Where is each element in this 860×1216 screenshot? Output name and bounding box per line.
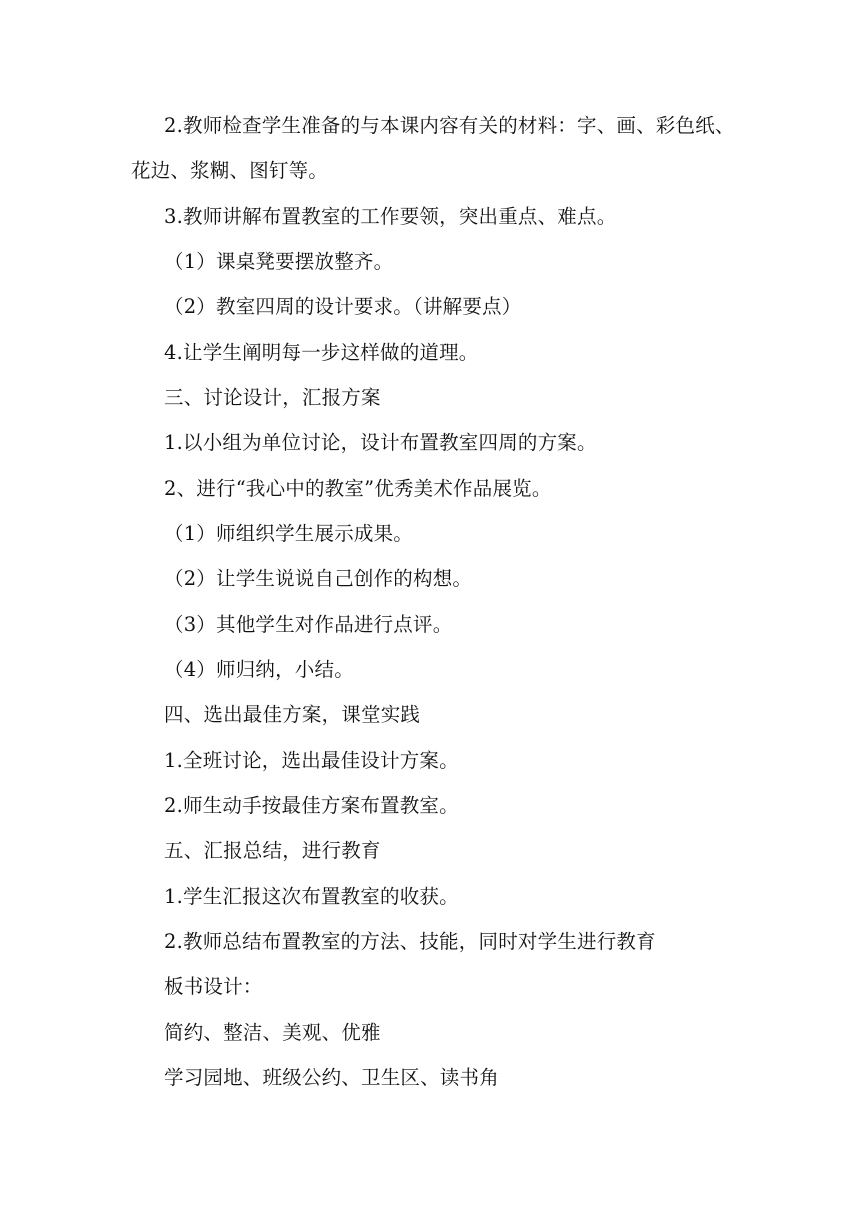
section-heading: 五、汇报总结，进行教育 xyxy=(164,839,381,862)
paragraph-line: 2、进行“我心中的教室”优秀美术作品展览。 xyxy=(164,477,552,500)
paragraph-line: 2.教师检查学生准备的与本课内容有关的材料：字、画、彩色纸、 xyxy=(164,114,735,137)
paragraph-line: 1.以小组为单位讨论，设计布置教室四周的方案。 xyxy=(164,431,597,454)
paragraph-line: （1）课桌凳要摆放整齐。 xyxy=(164,250,394,273)
paragraph-line: 板书设计： xyxy=(164,975,263,998)
paragraph-line: 4.让学生阐明每一步这样做的道理。 xyxy=(164,341,479,364)
paragraph-line: （4）师归纳，小结。 xyxy=(164,658,354,681)
paragraph-line: 3.教师讲解布置教室的工作要领，突出重点、难点。 xyxy=(164,205,617,228)
paragraph-line: （2）让学生说说自己创作的构想。 xyxy=(164,567,473,590)
paragraph-line: 简约、整洁、美观、优雅 xyxy=(164,1021,381,1044)
paragraph-line: 2.师生动手按最佳方案布置教室。 xyxy=(164,794,459,817)
section-heading: 三、讨论设计，汇报方案 xyxy=(164,386,381,409)
paragraph-line: 学习园地、班级公约、卫生区、读书角 xyxy=(164,1066,499,1089)
section-heading: 四、选出最佳方案，课堂实践 xyxy=(164,703,421,726)
paragraph-line: （2）教室四周的设计要求。（讲解要点） xyxy=(164,295,522,318)
paragraph-line: 花边、浆糊、图钉等。 xyxy=(131,159,329,182)
paragraph-line: （3）其他学生对作品进行点评。 xyxy=(164,613,453,636)
paragraph-line: 1.学生汇报这次布置教室的收获。 xyxy=(164,885,459,908)
paragraph-line: 1.全班讨论，选出最佳设计方案。 xyxy=(164,749,459,772)
paragraph-line: （1）师组织学生展示成果。 xyxy=(164,522,414,545)
paragraph-line: 2.教师总结布置教室的方法、技能，同时对学生进行教育 xyxy=(164,930,656,953)
